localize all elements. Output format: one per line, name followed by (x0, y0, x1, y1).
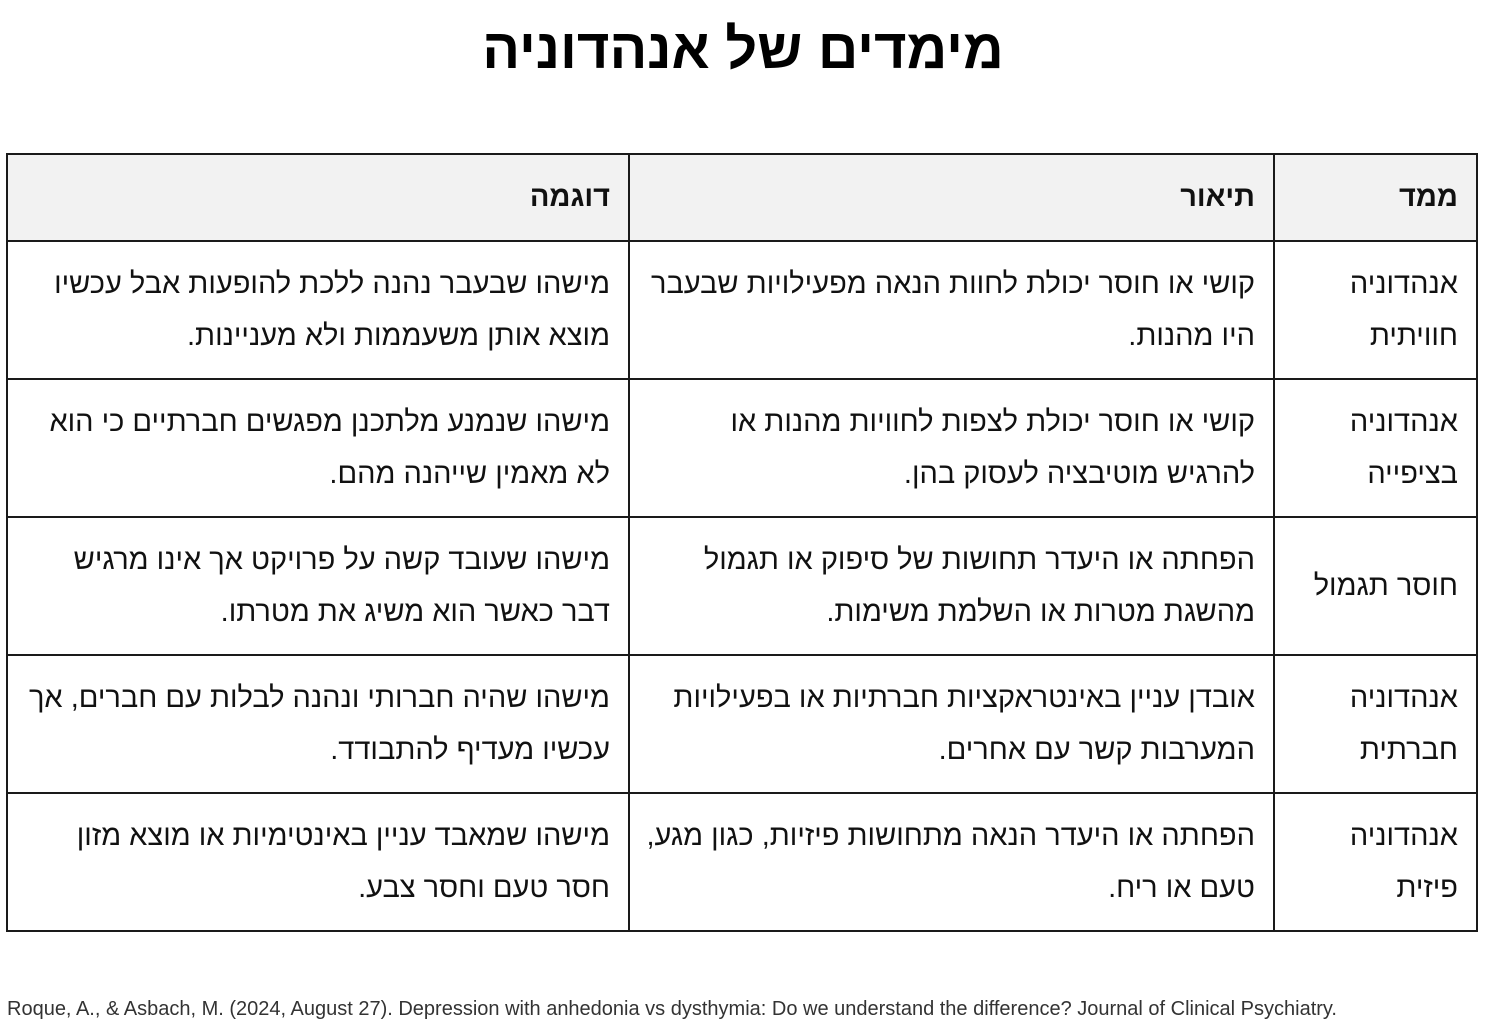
page-title: מימדים של אנהדוניה (482, 17, 1004, 80)
cell-description: הפחתה או היעדר הנאה מתחושות פיזיות, כגון מגע, טעם או ריח. (629, 793, 1274, 931)
table-row (7, 793, 1477, 931)
anhedonia-dimensions-table (6, 153, 1478, 932)
cell-description: קושי או חוסר יכולת לצפות לחוויות מהנות או להרגיש מוטיבציה לעסוק בהן. (629, 379, 1274, 517)
table-row (7, 379, 1477, 517)
cell-description: קושי או חוסר יכולת לחוות הנאה מפעילויות שבעבר היו מהנות. (629, 241, 1274, 379)
table-row (7, 517, 1477, 655)
cell-dimension: חוסר תגמול (1274, 517, 1477, 655)
cell-dimension: אנהדוניה בציפייה (1274, 379, 1477, 517)
table-row (7, 655, 1477, 793)
cell-example: מישהו שעובד קשה על פרויקט אך אינו מרגיש דבר כאשר הוא משיג את מטרתו. (7, 517, 629, 655)
cell-description: הפחתה או היעדר תחושות של סיפוק או תגמול מהשגת מטרות או השלמת משימות. (629, 517, 1274, 655)
cell-dimension: אנהדוניה פיזית (1274, 793, 1477, 931)
header-description: תיאור (629, 154, 1274, 241)
cell-example: מישהו שנמנע מלתכנן מפגשים חברתיים כי הוא לא מאמין שייהנה מהם. (7, 379, 629, 517)
header-example: דוגמה (7, 154, 629, 241)
cell-example: מישהו שמאבד עניין באינטימיות או מוצא מזון חסר טעם וחסר צבע. (7, 793, 629, 931)
cell-dimension: אנהדוניה חוויתית (1274, 241, 1477, 379)
cell-dimension: אנהדוניה חברתית (1274, 655, 1477, 793)
anhedonia-dimensions-table-container (6, 153, 1476, 932)
header-dimension: ממד (1274, 154, 1477, 241)
citation: Roque, A., & Asbach, M. (2024, August 27). Depression with anhedonia vs dysthymia: Do we understand the difference? Journal of Clinical Psychiatry. (7, 998, 1337, 1020)
cell-example: מישהו שבעבר נהנה ללכת להופעות אבל עכשיו מוצא אותן משעממות ולא מעניינות. (7, 241, 629, 379)
table-row (7, 241, 1477, 379)
table-header-row (7, 154, 1477, 241)
cell-description: אובדן עניין באינטראקציות חברתיות או בפעילויות המערבות קשר עם אחרים. (629, 655, 1274, 793)
cell-example: מישהו שהיה חברותי ונהנה לבלות עם חברים, אך עכשיו מעדיף להתבודד. (7, 655, 629, 793)
